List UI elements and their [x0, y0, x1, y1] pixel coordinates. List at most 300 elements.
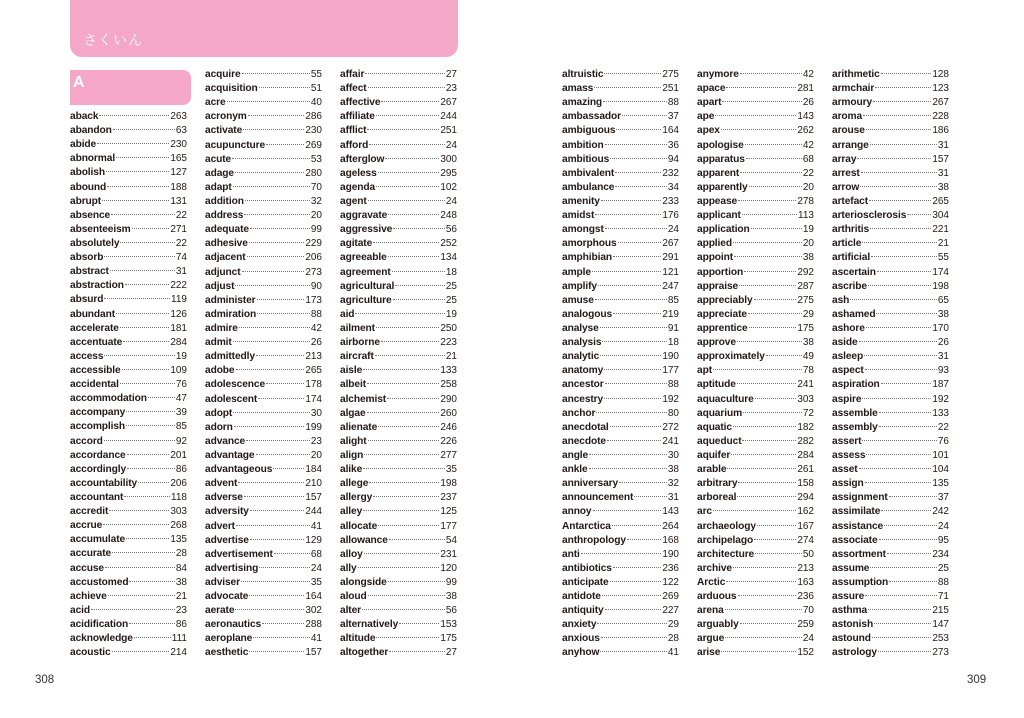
dot-leader [373, 242, 439, 243]
index-page-ref: 152 [797, 647, 814, 659]
dot-leader [367, 383, 439, 384]
index-entry [70, 195, 187, 209]
index-page-ref: 30 [667, 449, 679, 461]
index-page-ref: 29 [667, 619, 679, 631]
index-word: anymore [697, 69, 739, 80]
index-column-4 [562, 68, 679, 661]
index-word: accomplish [70, 421, 126, 433]
index-entry [205, 350, 322, 364]
index-page-ref: 22 [937, 421, 949, 433]
index-entry [70, 378, 187, 392]
index-entry [697, 378, 814, 392]
index-page-ref: 119 [171, 294, 187, 306]
index-page-ref: 304 [932, 210, 949, 222]
dot-leader [613, 567, 661, 568]
dot-leader [602, 595, 661, 596]
index-page-ref: 101 [932, 449, 949, 461]
index-entry [562, 322, 679, 336]
index-word: advertisement [205, 548, 273, 560]
index-word: arboreal [697, 492, 737, 504]
dot-leader [713, 510, 796, 511]
dot-leader [743, 412, 802, 413]
index-page-ref: 284 [170, 336, 187, 348]
dot-leader [613, 256, 661, 257]
index-entry [340, 350, 457, 364]
dot-leader [378, 525, 439, 526]
index-entry [562, 378, 679, 392]
dot-leader [593, 510, 662, 511]
index-entry [832, 96, 949, 110]
dot-leader [256, 355, 304, 356]
index-word: achieve [70, 590, 107, 602]
dot-leader [889, 581, 937, 582]
index-page-ref: 55 [937, 252, 949, 264]
index-entry [832, 153, 949, 167]
index-word: agent [340, 195, 367, 207]
index-page-ref: 41 [310, 520, 322, 532]
index-page-ref: 51 [310, 83, 322, 95]
dot-leader [236, 525, 310, 526]
dot-leader [866, 129, 932, 130]
index-entry [697, 548, 814, 562]
index-page-ref: 127 [170, 167, 187, 179]
index-entry [205, 223, 322, 237]
index-page-ref: 291 [662, 252, 679, 264]
index-entry [340, 322, 457, 336]
index-entry [697, 322, 814, 336]
index-page-ref: 231 [440, 548, 457, 560]
index-entry [832, 491, 949, 505]
index-entry [205, 463, 322, 477]
dot-leader [876, 313, 936, 314]
index-word: absorb [70, 252, 104, 264]
index-word: armchair [832, 83, 875, 95]
index-page-ref: 237 [440, 492, 457, 504]
index-entry [340, 491, 457, 505]
index-entry [70, 519, 187, 533]
dot-leader [369, 144, 445, 145]
index-entry [562, 223, 679, 237]
index-page-ref: 27 [445, 69, 457, 80]
index-entry [832, 167, 949, 181]
index-page-ref: 251 [662, 83, 679, 95]
index-word: apt [697, 365, 712, 377]
index-word: aspire [832, 393, 862, 405]
index-page-ref: 233 [662, 195, 679, 207]
dot-leader [725, 637, 802, 638]
index-page-ref: 125 [440, 506, 457, 518]
index-page-ref: 24 [802, 633, 814, 645]
index-entry [562, 251, 679, 265]
index-entry [70, 237, 187, 251]
index-word: alter [340, 605, 362, 617]
dot-leader [248, 115, 305, 116]
index-word: altogether [340, 647, 389, 659]
index-entry [70, 166, 187, 180]
index-entry [562, 181, 679, 195]
index-word: anticipate [562, 576, 609, 588]
dot-leader [104, 256, 175, 257]
index-entry [70, 181, 187, 195]
index-entry [70, 420, 187, 434]
index-word: aspect [832, 365, 864, 377]
index-entry [340, 308, 457, 322]
index-entry [832, 646, 949, 660]
dot-leader [395, 285, 445, 286]
section-letter: A [73, 74, 85, 91]
dot-leader [601, 200, 662, 201]
index-page-ref: 19 [445, 308, 457, 320]
index-word: antiquity [562, 605, 604, 617]
index-page-ref: 175 [440, 633, 457, 645]
index-page-ref: 174 [932, 266, 949, 278]
index-page-ref: 268 [170, 520, 187, 532]
index-page-ref: 273 [932, 647, 949, 659]
dot-leader [870, 144, 937, 145]
index-entry [832, 364, 949, 378]
index-word: assign [832, 478, 864, 490]
index-entry [340, 632, 457, 646]
index-entry [205, 604, 322, 618]
dot-leader [257, 313, 310, 314]
dot-leader [601, 637, 667, 638]
index-entry [562, 209, 679, 223]
dot-leader [249, 595, 304, 596]
index-entry [70, 618, 187, 632]
dot-leader [884, 525, 937, 526]
index-word: adverse [205, 492, 243, 504]
index-word: adorn [205, 421, 233, 433]
index-word: abolish [70, 167, 105, 179]
index-word: advance [205, 435, 246, 447]
index-page-ref: 24 [667, 224, 679, 236]
dot-leader [754, 539, 796, 540]
index-entry [70, 251, 187, 265]
index-column-2 [205, 68, 322, 661]
dot-leader [358, 567, 440, 568]
index-entry [697, 435, 814, 449]
index-entry [562, 195, 679, 209]
dot-leader [368, 440, 440, 441]
index-page-ref: 21 [445, 351, 457, 363]
index-entry [70, 449, 187, 463]
index-word: apparatus [697, 153, 745, 165]
index-page-ref: 178 [305, 379, 322, 391]
index-page-ref: 177 [440, 520, 457, 532]
index-entry [205, 491, 322, 505]
index-entry [697, 590, 814, 604]
dot-leader [737, 383, 796, 384]
index-entry [832, 322, 949, 336]
index-word: anecdotal [562, 421, 609, 433]
index-page-ref: 250 [440, 322, 457, 334]
index-page-ref: 215 [932, 605, 949, 617]
dot-leader [715, 115, 796, 116]
index-page-ref: 30 [310, 407, 322, 419]
index-header-tab [70, 0, 458, 57]
dot-leader [874, 623, 931, 624]
index-page-ref: 236 [662, 562, 679, 574]
dot-leader [863, 115, 931, 116]
dot-leader [234, 426, 305, 427]
index-page-ref: 18 [667, 337, 679, 349]
index-word: alloy [340, 548, 363, 560]
index-word: adopt [205, 407, 233, 419]
index-word: asleep [832, 351, 864, 363]
dot-leader [879, 539, 937, 540]
index-word: allege [340, 478, 369, 490]
dot-leader [598, 285, 661, 286]
index-page-ref: 56 [445, 605, 457, 617]
dot-leader [757, 525, 796, 526]
index-entry [70, 265, 187, 279]
index-page-ref: 85 [175, 421, 187, 433]
index-entry [697, 449, 814, 463]
index-entry [832, 618, 949, 632]
dot-leader [607, 440, 661, 441]
index-word: assert [832, 435, 862, 447]
index-entry [70, 308, 187, 322]
index-column-1 [70, 110, 187, 660]
dot-leader [233, 341, 310, 342]
index-page-ref: 261 [797, 464, 814, 476]
dot-leader [120, 242, 174, 243]
dot-leader [865, 595, 937, 596]
index-word: acoustic [70, 647, 111, 659]
index-word: amongst [562, 224, 604, 236]
dot-leader [594, 87, 661, 88]
index-page-ref: 22 [802, 167, 814, 179]
index-entry [205, 237, 322, 251]
index-entry [70, 138, 187, 152]
dot-leader [134, 637, 171, 638]
index-page-ref: 38 [802, 252, 814, 264]
dot-leader [862, 242, 937, 243]
dot-leader [246, 440, 310, 441]
index-entry [340, 477, 457, 491]
dot-leader [738, 595, 797, 596]
dot-leader [733, 242, 802, 243]
index-word: abnormal [70, 153, 116, 165]
dot-leader [126, 538, 169, 539]
index-entry [205, 618, 322, 632]
index-word: asset [832, 464, 858, 476]
index-word: arc [697, 506, 712, 518]
dot-leader [589, 454, 667, 455]
index-word: administer [205, 294, 256, 306]
dot-leader [603, 101, 667, 102]
index-page-ref: 167 [797, 520, 814, 532]
index-page-ref: 118 [171, 491, 187, 503]
index-word: aquatic [697, 421, 732, 433]
index-page-ref: 31 [937, 351, 949, 363]
dot-leader [605, 609, 662, 610]
index-page-ref: 157 [305, 647, 322, 659]
index-page-ref: 252 [440, 238, 457, 250]
index-word: advantage [205, 449, 255, 461]
dot-leader [385, 158, 439, 159]
index-entry [697, 237, 814, 251]
index-word: advertising [205, 562, 259, 574]
index-word: assignment [832, 492, 888, 504]
dot-leader [755, 398, 797, 399]
dot-leader [731, 454, 796, 455]
dot-leader [132, 228, 170, 229]
dot-leader [604, 73, 661, 74]
dot-leader [596, 412, 667, 413]
index-entry [340, 646, 457, 660]
index-entry [205, 548, 322, 562]
index-word: arena [697, 605, 724, 617]
index-entry [205, 534, 322, 548]
dot-leader [610, 158, 667, 159]
dot-leader [733, 426, 796, 427]
dot-leader [91, 609, 175, 610]
dot-leader [722, 101, 801, 102]
index-word: anniversary [562, 478, 619, 490]
index-entry [562, 618, 679, 632]
index-entry [70, 223, 187, 237]
index-page-ref: 78 [802, 365, 814, 377]
index-entry [832, 294, 949, 308]
dot-leader [367, 129, 439, 130]
index-word: Arctic [697, 576, 726, 588]
index-page-ref: 247 [662, 280, 679, 292]
dot-leader [862, 398, 931, 399]
dot-leader [744, 271, 796, 272]
index-entry [340, 618, 457, 632]
index-page-ref: 25 [937, 562, 949, 574]
index-word: agriculture [340, 294, 392, 306]
index-word: assimilate [832, 506, 881, 518]
index-page-ref: 22 [175, 237, 187, 249]
index-page-ref: 199 [305, 421, 322, 433]
index-word: adolescent [205, 393, 258, 405]
index-word: angle [562, 449, 589, 461]
dot-leader [745, 144, 802, 145]
dot-leader [250, 539, 304, 540]
index-word: array [832, 153, 857, 165]
index-entry [205, 590, 322, 604]
index-entry [340, 181, 457, 195]
index-word: accountant [70, 491, 124, 503]
page-number-right: 309 [967, 674, 987, 686]
index-page-ref: 143 [662, 506, 679, 518]
dot-leader [740, 73, 802, 74]
index-page-ref: 128 [932, 69, 949, 80]
index-entry [340, 153, 457, 167]
index-page-ref: 164 [305, 591, 322, 603]
dot-leader [739, 285, 796, 286]
index-word: amorphous [562, 238, 617, 250]
index-word: aquaculture [697, 393, 754, 405]
index-page-ref: 31 [667, 492, 679, 504]
index-page-ref: 54 [445, 534, 457, 546]
dot-leader [257, 299, 305, 300]
dot-leader [108, 595, 175, 596]
index-entry [205, 167, 322, 181]
index-word: albeit [340, 379, 367, 391]
index-entry [340, 294, 457, 308]
index-page-ref: 21 [937, 238, 949, 250]
dot-leader [235, 285, 309, 286]
index-entry [832, 477, 949, 491]
dot-leader [615, 186, 667, 187]
index-page-ref: 271 [170, 223, 187, 235]
index-page-ref: 20 [310, 210, 322, 222]
dot-leader [388, 581, 445, 582]
dot-leader [112, 651, 170, 652]
dot-leader [127, 468, 175, 469]
index-page-ref: 292 [797, 266, 814, 278]
dot-leader [364, 454, 439, 455]
index-page-ref: 41 [310, 633, 322, 645]
index-page-ref: 267 [932, 97, 949, 109]
dot-leader [740, 172, 802, 173]
index-word: arrow [832, 181, 860, 193]
index-page-ref: 263 [170, 111, 187, 122]
dot-leader [879, 426, 937, 427]
index-page-ref: 31 [937, 167, 949, 179]
index-word: acidification [70, 618, 129, 630]
index-word: altitude [340, 633, 376, 645]
dot-leader [148, 397, 175, 398]
index-word: accountability [70, 477, 138, 489]
index-entry [562, 393, 679, 407]
index-word: architecture [697, 548, 755, 560]
index-page-ref: 40 [310, 97, 322, 109]
index-word: airborne [340, 337, 380, 349]
dot-leader [604, 398, 661, 399]
index-page-ref: 94 [667, 153, 679, 165]
index-entry [340, 505, 457, 519]
index-page-ref: 181 [170, 322, 187, 334]
index-page-ref: 269 [662, 591, 679, 603]
index-page-ref: 277 [440, 449, 457, 461]
index-word: abound [70, 181, 107, 193]
index-entry [340, 139, 457, 153]
index-word: affiliate [340, 111, 375, 123]
index-word: adequate [205, 224, 249, 236]
dot-leader [256, 454, 310, 455]
index-entry [205, 181, 322, 195]
index-entry [205, 336, 322, 350]
dot-leader [243, 129, 304, 130]
dot-leader [249, 242, 305, 243]
index-page-ref: 42 [802, 69, 814, 80]
dot-leader [619, 482, 667, 483]
index-page-ref: 28 [667, 633, 679, 645]
index-page-ref: 192 [662, 393, 679, 405]
dot-leader [857, 158, 931, 159]
dot-leader [368, 87, 445, 88]
index-entry [70, 576, 187, 590]
index-entry [562, 350, 679, 364]
index-entry [70, 350, 187, 364]
dot-leader [738, 200, 796, 201]
index-page-ref: 244 [305, 506, 322, 518]
index-page-ref: 63 [175, 125, 187, 137]
index-page-ref: 133 [932, 407, 949, 419]
index-word: advertise [205, 534, 249, 546]
dot-leader [604, 369, 661, 370]
index-entry [205, 520, 322, 534]
index-entry [832, 350, 949, 364]
dot-leader [749, 186, 802, 187]
index-page-ref: 267 [440, 97, 457, 109]
dot-leader [887, 553, 931, 554]
index-page-ref: 23 [445, 83, 457, 95]
